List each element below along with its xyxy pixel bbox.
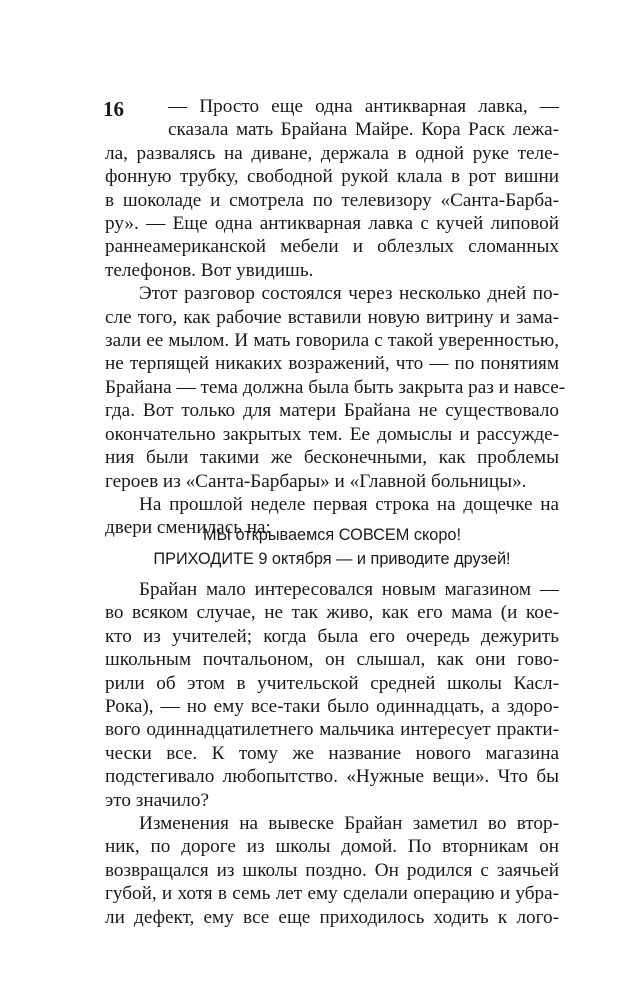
text-line: Брайана — тема должна была быть закрыта раз и навсе- xyxy=(105,376,566,398)
text-line: фонную трубку, свободной рукой клала в рот вишни xyxy=(105,166,559,188)
text-line: школьным почтальоном, он слышал, как они гово- xyxy=(105,649,559,671)
text-line: сказала мать Брайана Майре. Кора Раск лежа- xyxy=(168,119,559,141)
text-line: окончательно закрытых тем. Ее домыслы и рассужде- xyxy=(105,423,559,445)
text-line: вого одиннадцатилетнего мальчика интересует практи- xyxy=(105,719,559,741)
text-line: Брайан мало интересовался новым магазином — xyxy=(139,579,559,600)
paragraph-brian-interest xyxy=(105,578,559,812)
body-text-top xyxy=(105,95,566,540)
text-line: Рока), — но ему все-таки было одиннадцать, а здоро- xyxy=(105,696,559,718)
text-line: телефонов. Вот увидишь. xyxy=(105,259,314,281)
sign-line-1: МЫ открываемся СОВСЕМ скоро! xyxy=(202,526,461,544)
text-line: не терпящей никаких возражений, что — по понятиям xyxy=(105,353,559,375)
text-line: ла, развалясь на диване, держала в одной руке теле- xyxy=(105,142,559,164)
text-line: Этот разговор состоялся через несколько дней по- xyxy=(139,283,559,305)
paragraph-dialogue xyxy=(105,95,559,282)
text-line: — Просто еще одна антикварная лавка, — xyxy=(168,96,559,117)
text-line: кто из учителей; когда была его очередь дежурить xyxy=(105,625,559,647)
page-number: 16 xyxy=(103,97,124,121)
text-line: возвращался из школы поздно. Он родился с заячьей xyxy=(105,859,559,881)
text-line: ру». — Еще одна антикварная лавка с кучей липовой xyxy=(105,213,559,235)
text-line: подстегивало любопытство. «Нужные вещи». Что бы xyxy=(105,766,559,788)
text-line: сле того, как рабочие вставили новую витрину и зама- xyxy=(105,306,559,328)
text-line: зали ее мылом. И мать говорила с такой уверенностью, xyxy=(105,330,559,352)
text-line: героев из «Санта-Барбары» и «Главной больницы». xyxy=(105,470,527,492)
text-line: рили об этом в учительской средней школы Касл- xyxy=(105,672,559,694)
text-line: в шоколаде и смотрела по телевизору «Санта-Барба- xyxy=(105,189,559,211)
text-line: это значило? xyxy=(105,789,209,811)
paragraph-sign-change xyxy=(105,812,559,929)
door-sign-text xyxy=(105,523,559,571)
text-line: двери сменилась на: xyxy=(105,517,271,539)
text-line: губой, и хотя в семь лет ему сделали операцию и убра- xyxy=(105,883,559,905)
paragraph-conversation xyxy=(105,282,566,493)
text-line: ния были такими же бесконечными, как проблемы xyxy=(105,447,559,469)
text-line: ник, по дороге из школы домой. По вторникам он xyxy=(105,836,559,858)
text-line: ли дефект, ему все еще приходилось ходить к лого- xyxy=(105,906,559,928)
text-line: во всяком случае, не так живо, как его мама (и кое- xyxy=(105,602,559,624)
sign-line-2: ПРИХОДИТЕ 9 октября — и приводите друзей! xyxy=(153,550,511,568)
text-line: раннеамериканской мебели и облезлых сломанных xyxy=(105,236,559,258)
text-line: На прошлой неделе первая строка на дощечке на xyxy=(139,493,559,515)
body-text-bottom xyxy=(105,578,559,929)
text-line: Изменения на вывеске Брайан заметил во втор- xyxy=(139,813,559,835)
text-line: чески все. К тому же название нового магазина xyxy=(105,742,559,764)
text-line: гда. Вот только для матери Брайана не существовало xyxy=(105,400,559,422)
